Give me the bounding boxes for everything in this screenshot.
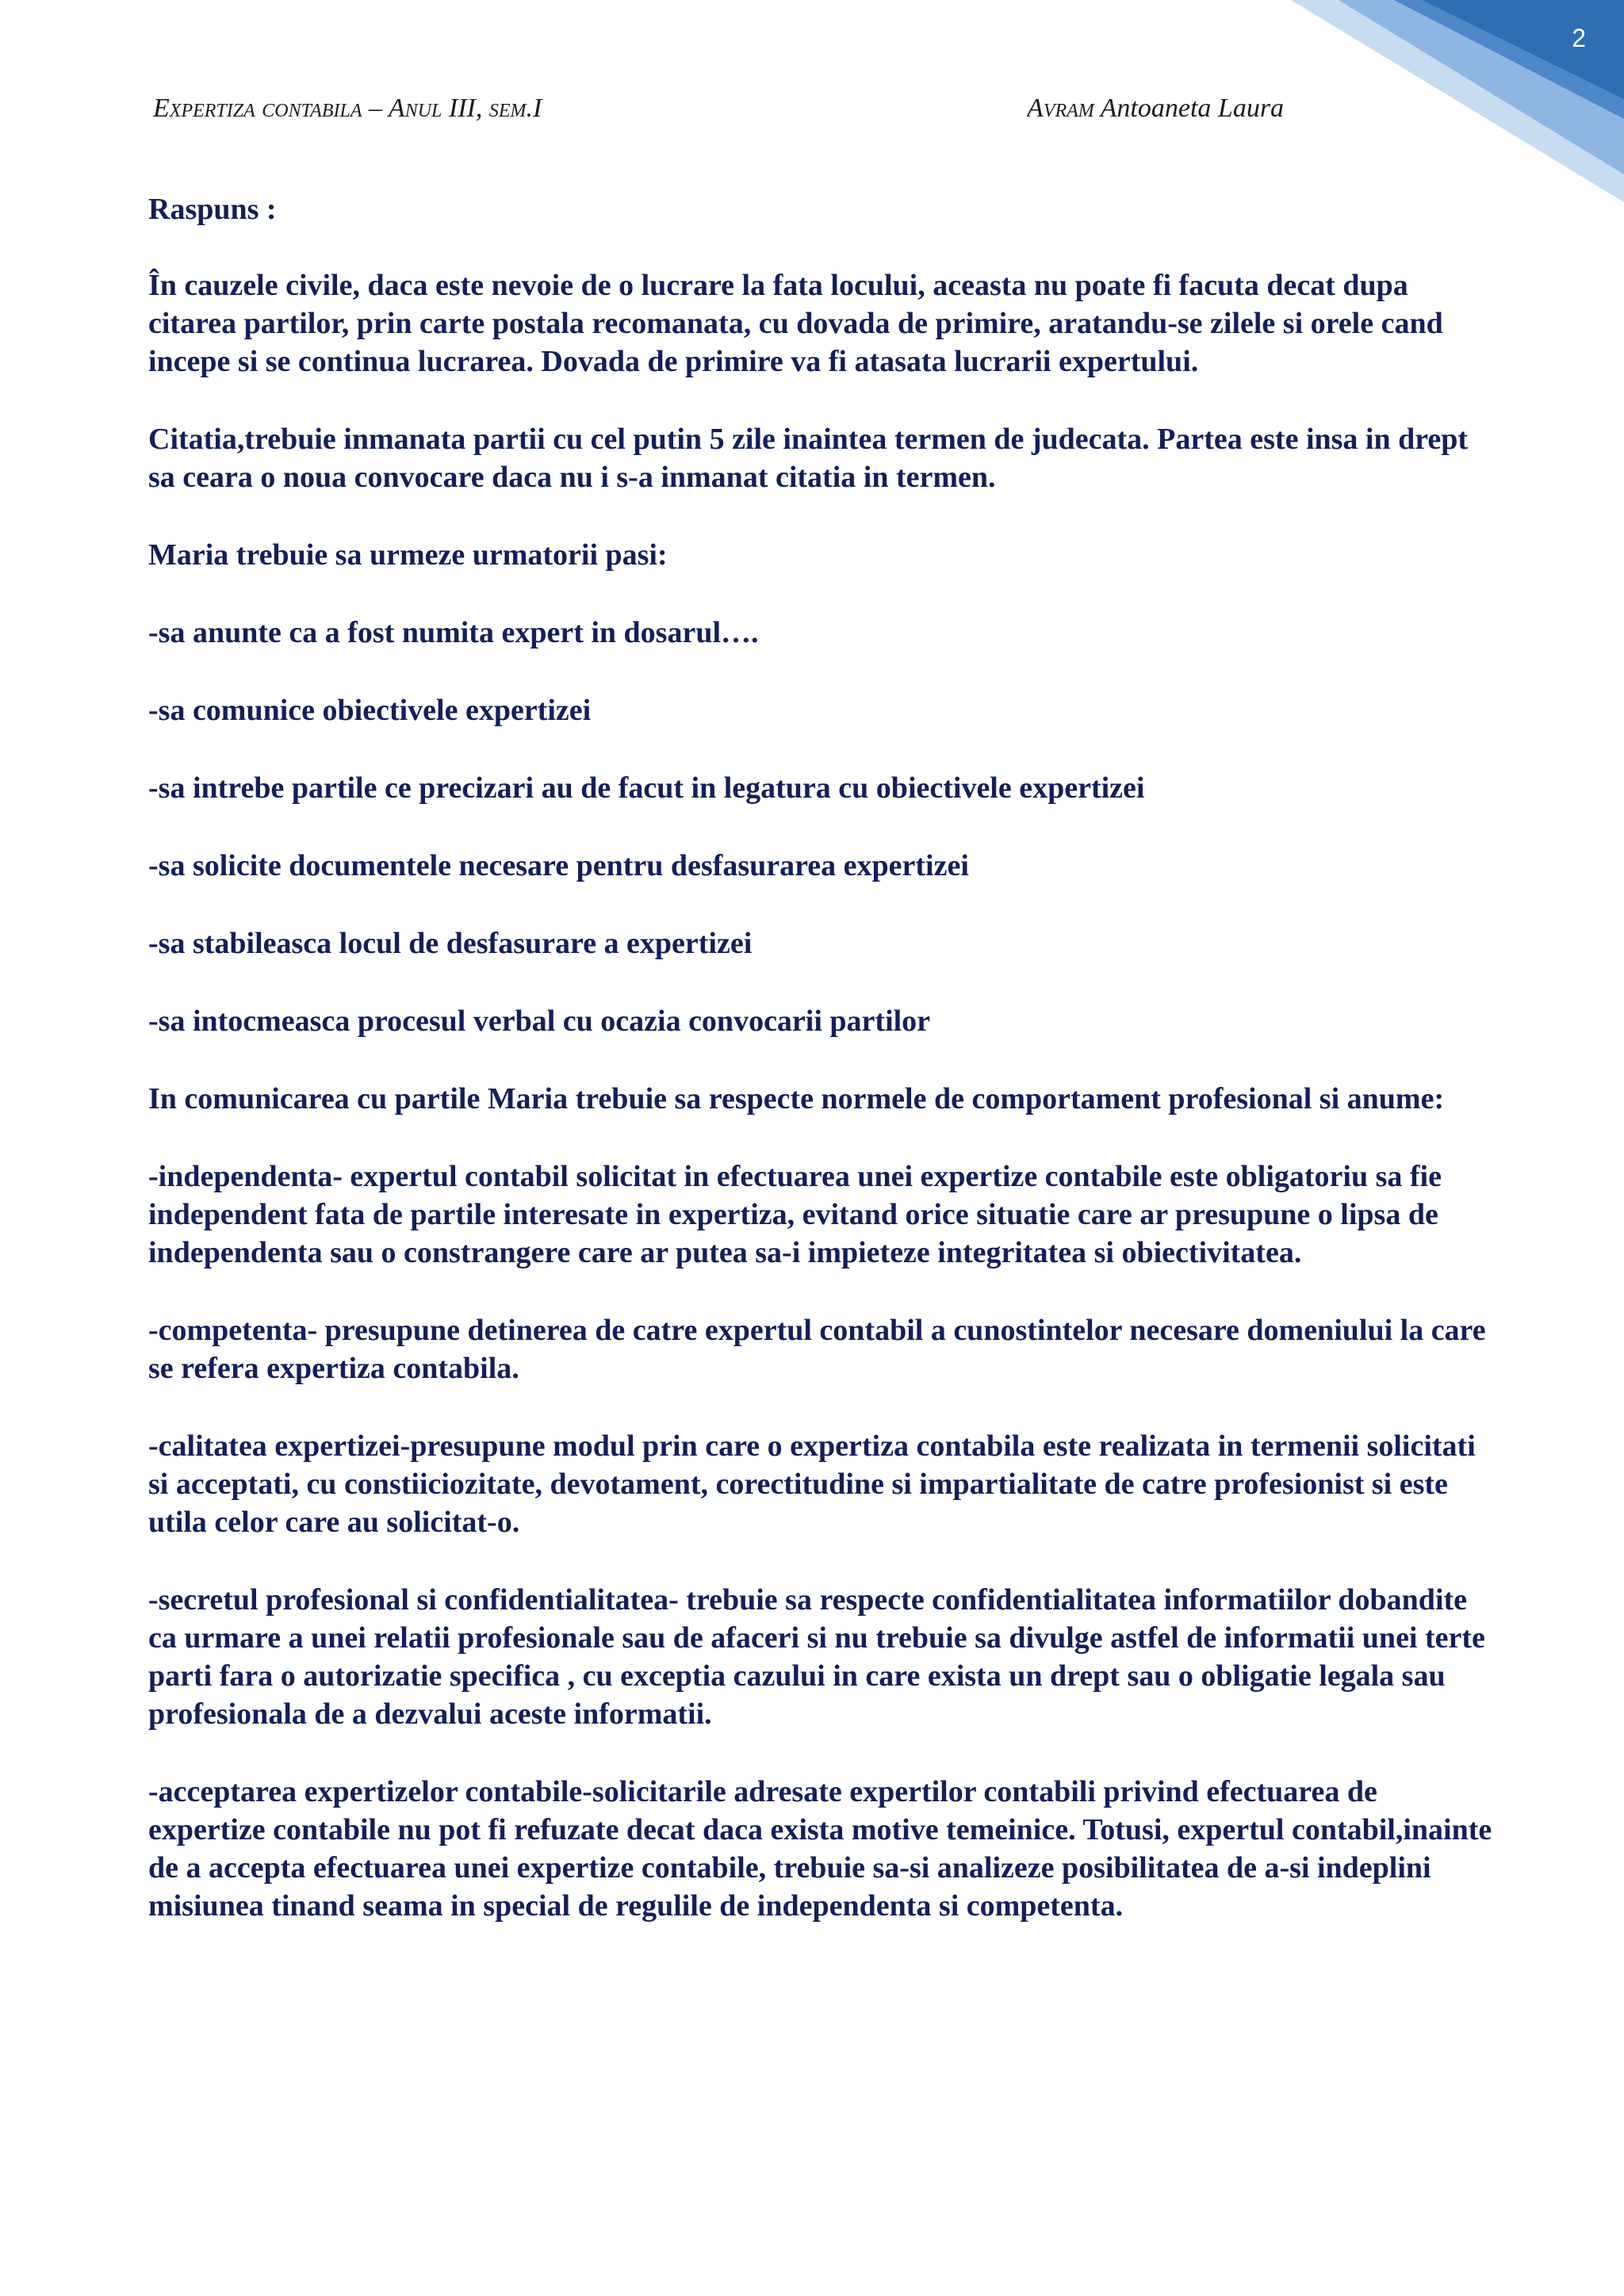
norm-item: -secretul profesional si confidentialitatea- trebuie sa respecte confidentialitatea informatiilor dobandite ca urmare a unei relatii profesionale sau de afaceri si nu trebuie sa divulge astfel de informatii unei terte parti fara o autorizatie specifica , cu exceptia cazului in care exista un drept sau o obligatie legala sau profesionala de a dezvalui aceste informatii. [148, 1583, 1485, 1731]
header-text: E [153, 94, 170, 123]
list-item: -sa intrebe partile ce precizari au de facut in legatura cu obiectivele expertizei [148, 771, 1145, 805]
page-number: 2 [1572, 24, 1586, 52]
header-text: sem [488, 94, 527, 123]
header-text: – [362, 94, 389, 123]
header-author [1027, 94, 1319, 124]
header-text: A [1027, 94, 1044, 123]
list-item: -sa solicite documentele necesare pentru desfasurarea expertizei [148, 849, 969, 882]
paragraph: În cauzele civile, daca este nevoie de o lucrare la fata locului, aceasta nu poate fi facuta decat dupa citarea partilor, prin carte postala recomanata, cu dovada de primire, aratandu-se zilele si orele cand incepe si se continua lucrarea. Dovada de primire va fi atasata lucrarii expertului. [148, 269, 1443, 378]
header-text: III, [442, 94, 489, 123]
header-text: Antoaneta Laura [1094, 94, 1285, 123]
norm-item: -acceptarea expertizelor contabile-solicitarile adresate expertilor contabili privind efectuarea de expertize contabile nu pot fi refuzate decat daca exista motive temeinice. Totusi, expertul contabil,inainte de a accepta efectuarea unei expertize contabile, trebuie sa-si analizeze posibilitatea de a-si indeplini misiunea tinand seama in special de regulile de independenta si competenta. [148, 1775, 1492, 1923]
norm-item: -independenta- expertul contabil solicitat in efectuarea unei expertize contabile este obligatoriu sa fie independent fata de partile interesate in expertiza, evitand orice situatie care ar presupune o lipsa de independenta sau o constrangere care ar putea sa-i impieteze integritatea si obiectivitatea. [148, 1160, 1442, 1269]
document-body [148, 190, 1496, 1965]
paragraph: Citatia,trebuie inmanata partii cu cel putin 5 zile inaintea termen de judecata. Partea este insa in drept sa ceara o noua convocare daca nu i s-a inmanat citatia in termen. [148, 423, 1469, 494]
header-course-title [153, 94, 542, 124]
running-header [153, 94, 1319, 132]
list-item: -sa comunice obiectivele expertizei [148, 694, 592, 727]
paragraph: In comunicarea cu partile Maria trebuie sa respecte normele de comportament profesional si anume: [148, 1082, 1445, 1115]
list-item: -sa intocmeasca procesul verbal cu ocazia convocarii partilor [148, 1004, 931, 1038]
paragraph: Maria trebuie sa urmeze urmatorii pasi: [148, 538, 668, 572]
header-text: nul [404, 94, 442, 123]
answer-heading: Raspuns : [148, 193, 277, 226]
header-text: xpertiza contabila [169, 94, 362, 123]
header-text: vram [1043, 94, 1094, 123]
norm-item: -competenta- presupune detinerea de catre expertul contabil a cunostintelor necesare domeniului la care se refera expertiza contabila. [148, 1314, 1486, 1385]
list-item: -sa anunte ca a fost numita expert in dosarul…. [148, 616, 759, 649]
list-item: -sa stabileasca locul de desfasurare a expertizei [148, 927, 753, 960]
norm-item: -calitatea expertizei-presupune modul prin care o expertiza contabila este realizata in termenii solicitati si acceptati, cu constiiciozitate, devotament, corectitudine si impartialitate de catre profesionist si este utila celor care au solicitat-o. [148, 1429, 1476, 1539]
header-text: .I [526, 94, 542, 123]
header-text: A [388, 94, 405, 123]
